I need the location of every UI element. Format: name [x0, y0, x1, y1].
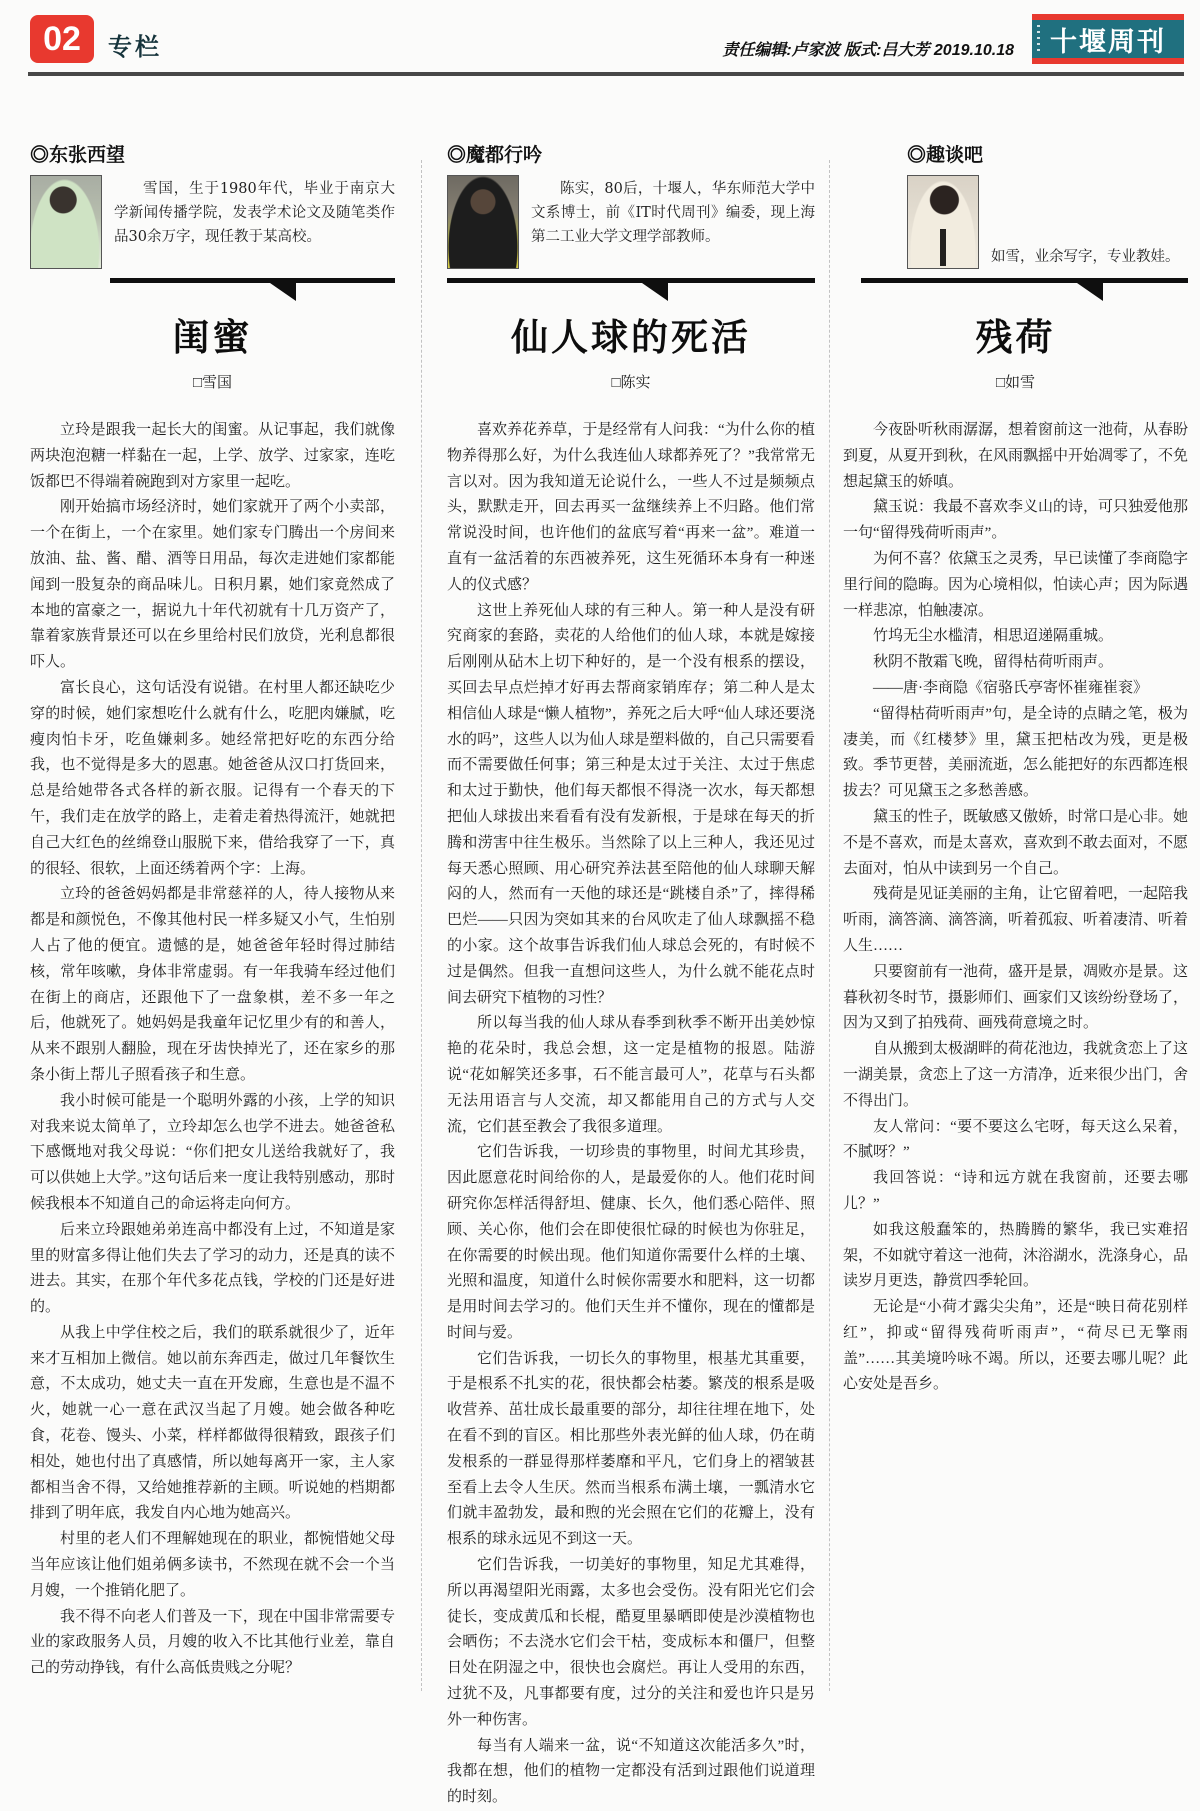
paragraph: 我小时候可能是一个聪明外露的小孩，上学的知识对我来说太简单了，立玲却怎么也学不进去。她爸爸私下感慨地对我父母说：“你们把女儿送给我就好了，我可以供她上大学。”这句话后来一度让我特别感动，那时候我根本不知道自己的命运将走向何方。	[30, 1092, 395, 1212]
paragraph: 我不得不向老人们普及一下，现在中国非常需要专业的家政服务人员，月嫂的收入不比其他行业差，靠自己的劳动挣钱，有什么高低贵贱之分呢？	[30, 1608, 395, 1677]
author-header	[843, 175, 1188, 271]
paragraph: 这世上养死仙人球的有三种人。第一种人是没有研究商家的套路，卖花的人给他们的仙人球，本就是嫁接后刚刚从砧木上切下种好的，是一个没有根系的摆设，买回去早点烂掉才好再去帮商家销库存；第二种人是太相信仙人球是“懒人植物”，养死之后大呼“仙人球还要浇水的吗”，这些人以为仙人球是塑料做的，自己只需要看而不需要做任何事；第三种是太过于关注、太过于焦虑和太过于勤快，他们每天都恨不得浇一次水，每天都想把仙人球拔出来看看有没有发新根，于是球在每天的折腾和涝害中往生极乐。当然除了以上三种人，我还见过每天悉心照顾、用心研究养法甚至陪他的仙人球聊天解闷的人，然而有一天他的球还是“跳楼自杀”了，摔得稀巴烂——只因为突如其来的台风吹走了仙人球飘摇不稳的小家。这个故事告诉我们仙人球总会死的，有时候不过是偶然。但我一直想问这些人，为什么就不能花点时间去研究下植物的习性？	[447, 602, 815, 1006]
author-photo	[907, 175, 979, 269]
paragraph: 黛玉的性子，既敏感又傲娇，时常口是心非。她不是不喜欢，而是太喜欢，喜欢到不敢去面对，不愿去面对，怕从中读到另一个自己。	[843, 808, 1189, 877]
column-rubric: ◎魔都行吟	[447, 145, 543, 166]
article-title: 仙人球的死活	[511, 315, 751, 359]
article-body	[843, 418, 1188, 1398]
author-header	[30, 175, 395, 271]
paragraph: 它们告诉我，一切长久的事物里，根基尤其重要，于是根系不扎实的花，很快都会枯萎。繁茂的根系是吸收营养、茁壮成长最重要的部分，却往往埋在地下，处在看不到的盲区。相比那些外表光鲜的仙人球，仍在萌发根系的一群显得那样萎靡和平凡，它们身上的褶皱甚至看上去令人生厌。然而当根系布满土壤，一瓢清水它们就丰盈勃发，最和煦的光会照在它们的花瓣上，没有根系的球永远见不到这一天。	[447, 1350, 815, 1548]
editor-credits: 责任编辑:卢家波 版式:吕大芳 2019.10.18	[722, 42, 1014, 59]
column-xianrenqiu	[447, 80, 815, 1811]
paragraph: 无论是“小荷才露尖尖角”，还是“映日荷花别样红”，抑或“留得残荷听雨声”，“荷尽已无擎雨盖”……其美境吟咏不竭。所以，还要去哪儿呢？此心安处是吾乡。	[843, 1299, 1188, 1393]
column-canhe	[843, 80, 1188, 1811]
author-bio: 陈实，80后，十堰人，华东师范大学中文系博士，前《IT时代周刊》编委，现上海第二工业大学文理学部教师。	[531, 181, 815, 245]
article-byline: □雪国	[192, 375, 233, 391]
author-bio: 雪国，生于1980年代，毕业于南京大学新闻传播学院，发表学术论文及随笔类作品30余万字，现任教于某高校。	[114, 181, 395, 245]
speech-bubble-line	[110, 278, 395, 283]
article-title: 残荷	[975, 315, 1056, 359]
paragraph: “留得枯荷听雨声”句，是全诗的点睛之笔，极为凄美，而《红楼梦》里，黛玉把枯改为残，更是极致。季节更替，美丽流逝，怎么能把好的东西都连根拔去？可见黛玉之多愁善感。	[843, 705, 1189, 800]
speech-bubble-tail-icon	[1077, 283, 1103, 301]
paragraph: ——唐·李商隐《宿骆氏亭寄怀崔雍崔衮》	[873, 679, 1148, 696]
paragraph: 秋阴不散霜飞晚，留得枯荷听雨声。	[873, 654, 1114, 671]
author-photo	[30, 175, 102, 269]
columns-container	[30, 80, 1188, 1811]
column-rubric: ◎趣谈吧	[907, 145, 984, 166]
column-guimi	[30, 80, 395, 1811]
paragraph: 村里的老人们不理解她现在的职业，都惋惜她父母当年应该让他们姐弟俩多读书，不然现在就不会一个当月嫂，一个推销化肥了。	[30, 1531, 395, 1599]
paragraph: 我回答说：“诗和远方就在我窗前，还要去哪儿？”	[843, 1170, 1188, 1212]
paragraph: 从我上中学住校之后，我们的联系就很少了，近年来才互相加上微信。她以前东奔西走，做过几年餐饮生意，不太成功，她丈夫一直在开发廊，生意也是不温不火，她就一心一意在武汉当起了月嫂。她会做各种吃食，花卷、馒头、小菜，样样都做得很精致，跟孩子们相处，她也付出了真感情，所以她每离开一家，主人家都相当舍不得，又给她推荐新的主顾。听说她的档期都排到了明年底，我发自内心地为她高兴。	[30, 1324, 395, 1522]
masthead-logo: 十堰周刊	[1032, 14, 1184, 64]
article-body	[30, 418, 395, 1682]
paragraph: 它们告诉我，一切美好的事物里，知足尤其难得，所以再渴望阳光雨露，太多也会受伤。没有阳光它们会徒长，变成黄瓜和长棍，酷夏里暴晒即使是沙漠植物也会晒伤；不去浇水它们会干枯，变成标本和僵尸，但整日处在阴湿之中，很快也会腐烂。再让人受用的东西，过犹不及，凡事都要有度，过分的关注和爱也许只是另外一种伤害。	[447, 1557, 815, 1728]
paragraph: 喜欢养花养草，于是经常有人问我：“为什么你的植物养得那么好，为什么我连仙人球都养死了？”我常常无言以对。因为我知道无论说什么，一些人不过是频频点头，默默走开，回去再买一盆继续养上不归路。他们常常说没时间，也许他们的盆底写着“再来一盆”。难道一直有一盆活着的东西被养死，这生死循环本身有一种迷人的仪式感？	[447, 422, 815, 593]
paragraph: 黛玉说：我最不喜欢李义山的诗，可只独爱他那一句“留得残荷听雨声”。	[843, 499, 1189, 542]
paragraph: 只要窗前有一池荷，盛开是景，凋败亦是景。这暮秋初冬时节，摄影师们、画家们又该纷纷登场了，因为又到了拍残荷、画残荷意境之时。	[843, 963, 1189, 1032]
article-body	[447, 418, 815, 1811]
speech-bubble-line	[861, 278, 1188, 283]
paragraph: 它们告诉我，一切珍贵的事物里，时间尤其珍贵，因此愿意花时间给你的人，是最爱你的人。他们花时间研究你怎样活得舒坦、健康、长久，他们悉心陪伴、照顾、关心你，他们会在即使很忙碌的时候也为你驻足，在你需要的时候出现。他们知道你需要什么样的土壤、光照和温度，知道什么时候你需要水和肥料，这一切都是用时间去学习的。他们天生并不懂你，现在的懂都是时间与爱。	[447, 1144, 815, 1341]
column-divider	[395, 80, 447, 1811]
column-divider	[815, 80, 843, 1811]
author-bio: 如雪，业余写字，专业教娃。	[991, 249, 1180, 265]
paragraph: 刚开始搞市场经济时，她们家就开了两个小卖部，一个在街上，一个在家里。她们家专门腾出一个房间来放油、盐、酱、醋、酒等日用品，每次走进她们家都能闻到一股复杂的商品味儿。日积月累，她们家竟然成了本地的富豪之一，据说九十年代初就有十几万资产了，靠着家族背景还可以在乡里给村民们放贷，光利息都很吓人。	[30, 499, 395, 671]
paragraph: 残荷是见证美丽的主角，让它留着吧，一起陪我听雨，滴答滴、滴答滴，听着孤寂、听着凄清、听着人生……	[843, 886, 1189, 954]
paragraph: 立玲的爸爸妈妈都是非常慈祥的人，待人接物从来都是和颜悦色，不像其他村民一样多疑又小气，生怕别人占了他的便宜。遗憾的是，她爸爸年轻时得过肺结核，常年咳嗽，身体非常虚弱。有一年我骑车经过他们在街上的商店，还跟他下了一盘象棋，差不多一年之后，他就死了。她妈妈是我童年记忆里少有的和善人，从来不跟别人翻脸，现在牙齿快掉光了，还在家乡的那条小街上帮儿子照看孩子和生意。	[30, 886, 395, 1083]
page-number-badge: 02	[30, 15, 94, 63]
column-rubric: ◎东张西望	[30, 145, 126, 166]
paragraph: 所以每当我的仙人球从春季到秋季不断开出美妙惊艳的花朵时，我总会想，这一定是植物的报恩。陆游说“花如解笑还多事，石不能言最可人”，花草与石头都无法用语言与人交流，却又都能用自己的方式与人交流，它们甚至教会了我很多道理。	[447, 1015, 815, 1135]
paragraph: 自从搬到太极湖畔的荷花池边，我就贪恋上了这一湖美景，贪恋上了这一方清净，近来很少出门，舍不得出门。	[843, 1041, 1189, 1109]
paragraph: 如我这般蠢笨的，热腾腾的繁华，我已实难招架，不如就守着这一池荷，沐浴湖水，洗涤身心，品读岁月更迭，静赏四季轮回。	[843, 1221, 1189, 1290]
article-byline: □如雪	[995, 375, 1036, 391]
speech-bubble-tail-icon	[642, 283, 668, 301]
paragraph: 立玲是跟我一起长大的闺蜜。从记事起，我们就像两块泡泡糖一样黏在一起，上学、放学、过家家，连吃饭都巴不得端着碗跑到对方家里一起吃。	[30, 422, 395, 490]
speech-bubble-tail-icon	[270, 283, 296, 301]
author-photo	[447, 175, 519, 269]
paragraph: 为何不喜？依黛玉之灵秀，早已读懂了李商隐字里行间的隐晦。因为心境相似，怕读心声；因为际遇一样悲凉，怕触凄凉。	[843, 550, 1189, 619]
article-byline: □陈实	[611, 375, 651, 391]
header-rule	[28, 72, 1184, 76]
paragraph: 富长良心，这句话没有说错。在村里人都还缺吃少穿的时候，她们家想吃什么就有什么，吃肥肉嫌腻，吃瘦肉怕卡牙，吃鱼嫌刺多。她经常把好吃的东西分给我，也不觉得是多大的恩惠。她爸爸从汉口打货回来，总是给她带各式各样的新衣服。记得有一个春天的下午，我们走在放学的路上，走着走着热得流汗，她就把自己大红色的丝绵登山服脱下来，借给我穿了一下，真的很轻、很软，上面还绣着两个字：上海。	[30, 679, 395, 877]
paragraph: 今夜卧听秋雨潺潺，想着窗前这一池荷，从春盼到夏，从夏开到秋，在风雨飘摇中开始凋零了，不免想起黛玉的娇嗔。	[843, 422, 1189, 490]
author-header	[447, 175, 815, 271]
section-label: 专栏	[108, 34, 162, 61]
paragraph: 后来立玲跟她弟弟连高中都没有上过，不知道是家里的财富多得让他们失去了学习的动力，还是真的读不进去。其实，在那个年代多花点钱，学校的门还是好进的。	[30, 1221, 395, 1316]
paragraph: 友人常问：“要不要这么宅呀，每天这么呆着，不腻呀？”	[843, 1118, 1188, 1161]
article-title: 闺蜜	[172, 315, 253, 359]
paragraph: 每当有人端来一盆，说“不知道这次能活多久”时，我都在想，他们的植物一定都没有活到过跟他们说道理的时刻。	[447, 1737, 815, 1806]
paragraph: 竹坞无尘水槛清，相思迢递隔重城。	[873, 628, 1114, 645]
page-header	[30, 12, 1184, 66]
speech-bubble-line	[447, 278, 815, 283]
